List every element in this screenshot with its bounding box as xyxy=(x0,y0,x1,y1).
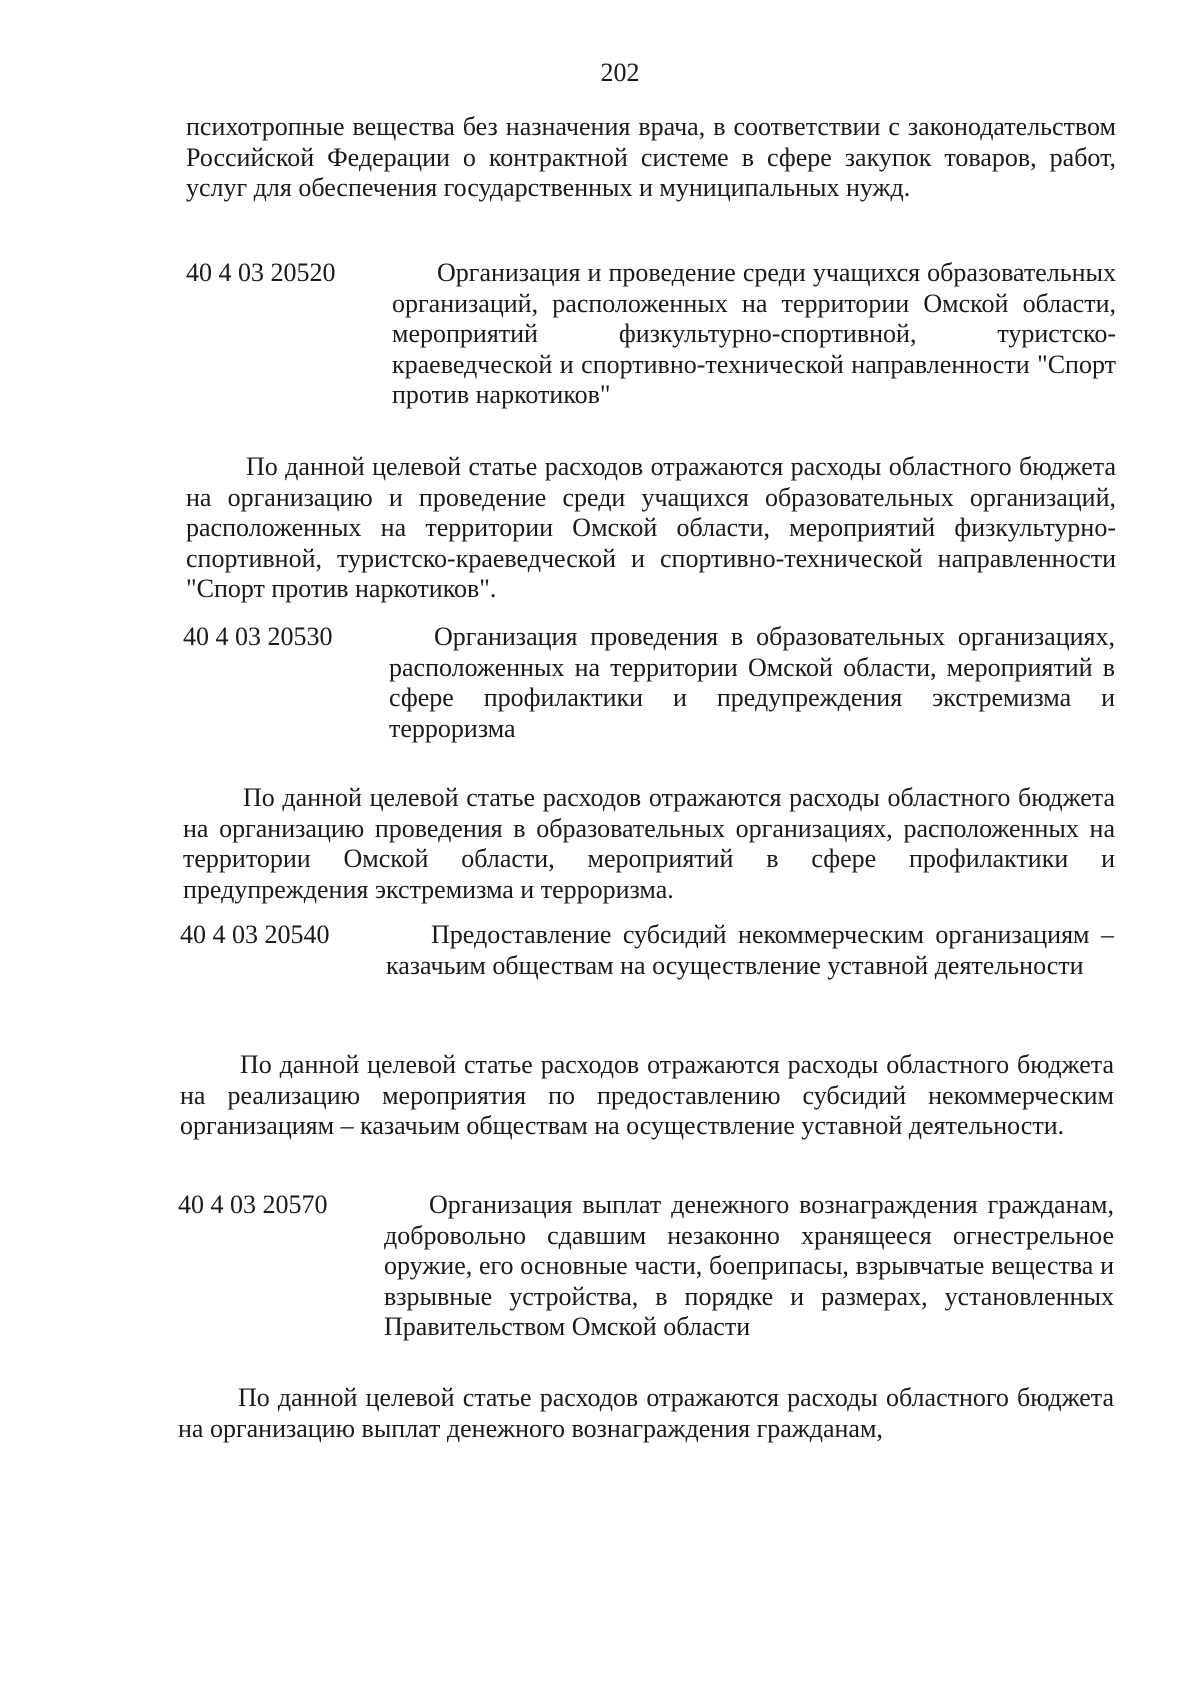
entry-title: Организация и проведение среди учащихся образовательных организаций, расположенных на территории Омской области, мероприятий физкультурно-спортивной, туристско-краеведческой и спортивно-технической направленности "Спорт против наркотиков" xyxy=(392,258,1116,409)
intro-paragraph: психотропные вещества без назначения врача, в соответствии с законодательством Российской Федерации о контрактной системе в сфере закупок товаров, работ, услуг для обеспечения государственных и муниципальных нужд. xyxy=(186,112,1116,202)
entry-title: Организация проведения в образовательных организациях, расположенных на территории Омской области, мероприятий в сфере профилактики и предупреждения экстремизма и терроризма xyxy=(389,622,1115,743)
budget-code: 40 4 03 20540 xyxy=(180,920,330,949)
entry-description: По данной целевой статье расходов отражаются расходы областного бюджета на организацию проведения в образовательных организациях, расположенных на территории Омской области, мероприятий в сфере профилактики и предупреждения экстремизма и терроризма. xyxy=(183,783,1115,904)
entry-description: По данной целевой статье расходов отражаются расходы областного бюджета на организацию и проведение среди учащихся образовательных организаций, расположенных на территории Омской области, мероприятий физкультурно-спортивной, туристско-краеведческой и спортивно-технической направленности "Спорт против наркотиков". xyxy=(186,452,1116,603)
entry-title: Организация выплат денежного вознаграждения гражданам, добровольно сдавшим незаконно хранящееся огнестрельное оружие, его основные части, боеприпасы, взрывчатые вещества и взрывные устройства, в порядке и размерах, установленных Правительством Омской области xyxy=(384,1190,1114,1341)
entry-title: Предоставление субсидий некоммерческим организациям – казачьим обществам на осуществление уставной деятельности xyxy=(386,920,1114,980)
entry-description: По данной целевой статье расходов отражаются расходы областного бюджета на организацию выплат денежного вознаграждения гражданам, xyxy=(178,1383,1114,1443)
budget-code: 40 4 03 20520 xyxy=(186,258,336,287)
page-number: 202 xyxy=(600,58,640,87)
budget-code: 40 4 03 20570 xyxy=(178,1190,328,1219)
budget-code: 40 4 03 20530 xyxy=(183,622,333,651)
entry-description: По данной целевой статье расходов отражаются расходы областного бюджета на реализацию мероприятия по предоставлению субсидий некоммерческим организациям – казачьим обществам на осуществление уставной деятельности. xyxy=(180,1050,1114,1140)
